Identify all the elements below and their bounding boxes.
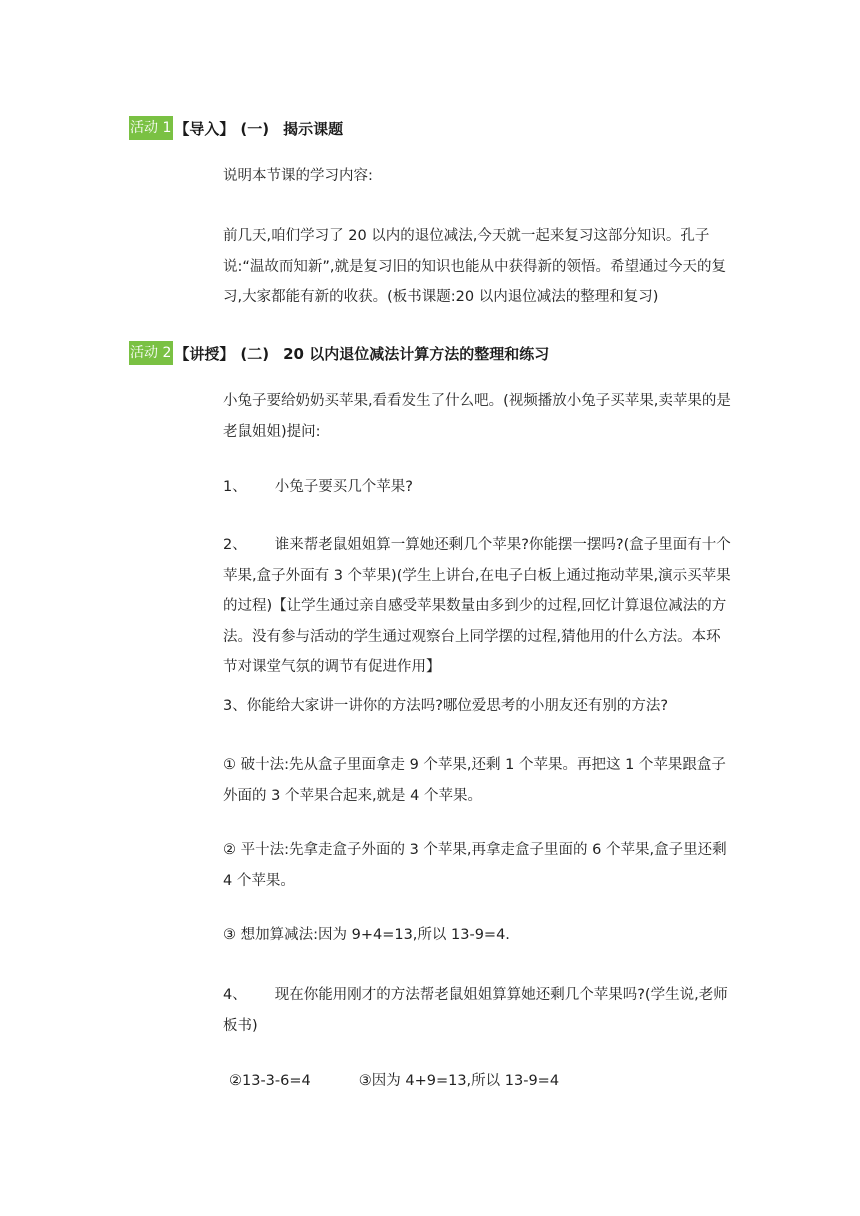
activity-1-tag: 活动 1 [129, 116, 173, 140]
board-writing [229, 1066, 739, 1097]
activity-1-number: (一) [240, 119, 270, 138]
question-1 [223, 472, 733, 503]
activity-1-label: 【导入】 [174, 119, 235, 138]
method-3: ③ 想加算减法:因为 9+4=13,所以 13-9=4. [223, 927, 510, 943]
question-2-text: 谁来帮老鼠姐姐算一算她还剩几个苹果?你能摆一摆吗?(盒子里面有十个苹果,盒子外面有 3 个苹果)(学生上讲台,在电子白板上通过拖动苹果,演示买苹果的过程)【让学生通过亲自感受苹果数量由多到少的过程,回忆计算退位减法的方法。没有参与活动的学生通过观察台上同学摆的过程,猜他用的什么方法。本环节对课堂气氛的调节有促进作用】 [223, 537, 731, 675]
method-2: ② 平十法:先拿走盒子外面的 3 个苹果,再拿走盒子里面的 6 个苹果,盒子里还剩 4 个苹果。 [223, 842, 727, 889]
activity-2-label: 【讲授】 [174, 344, 235, 363]
activity-2-number: (二) [240, 344, 270, 363]
method-1: ① 破十法:先从盒子里面拿走 9 个苹果,还剩 1 个苹果。再把这 1 个苹果跟盒子外面的 3 个苹果合起来,就是 4 个苹果。 [223, 757, 726, 804]
story-paragraph: 小兔子要给奶奶买苹果,看看发生了什么吧。(视频播放小兔子买苹果,卖苹果的是老鼠姐姐)提问: [223, 393, 731, 440]
question-4 [223, 980, 733, 1041]
activity-1-heading [129, 116, 343, 140]
activity-2-heading [129, 341, 549, 365]
activity-2-title: 20 以内退位减法计算方法的整理和练习 [283, 344, 550, 363]
board-equation-b: ③因为 4+9=13,所以 13-9=4 [358, 1073, 560, 1089]
question-3: 3、你能给大家讲一讲你的方法吗?哪位爱思考的小朋友还有别的方法? [223, 698, 669, 714]
question-1-number: 1、 [223, 479, 247, 495]
question-4-number: 4、 [223, 987, 247, 1003]
question-4-text: 现在你能用刚才的方法帮老鼠姐姐算算她还剩几个苹果吗?(学生说,老师板书) [223, 987, 728, 1034]
question-2 [223, 530, 733, 683]
intro-paragraph: 说明本节课的学习内容: [223, 168, 373, 184]
review-paragraph: 前几天,咱们学习了 20 以内的退位减法,今天就一起来复习这部分知识。孔子说:“温故而知新”,就是复习旧的知识也能从中获得新的领悟。希望通过今天的复习,大家都能有新的收获。(板书课题:20 以内退位减法的整理和复习) [223, 228, 727, 305]
board-equation-a: ②13-3-6=4 [229, 1073, 311, 1089]
activity-2-tag: 活动 2 [129, 341, 173, 365]
question-1-text: 小兔子要买几个苹果? [274, 479, 413, 495]
question-2-number: 2、 [223, 537, 247, 553]
activity-1-title: 揭示课题 [283, 119, 344, 138]
